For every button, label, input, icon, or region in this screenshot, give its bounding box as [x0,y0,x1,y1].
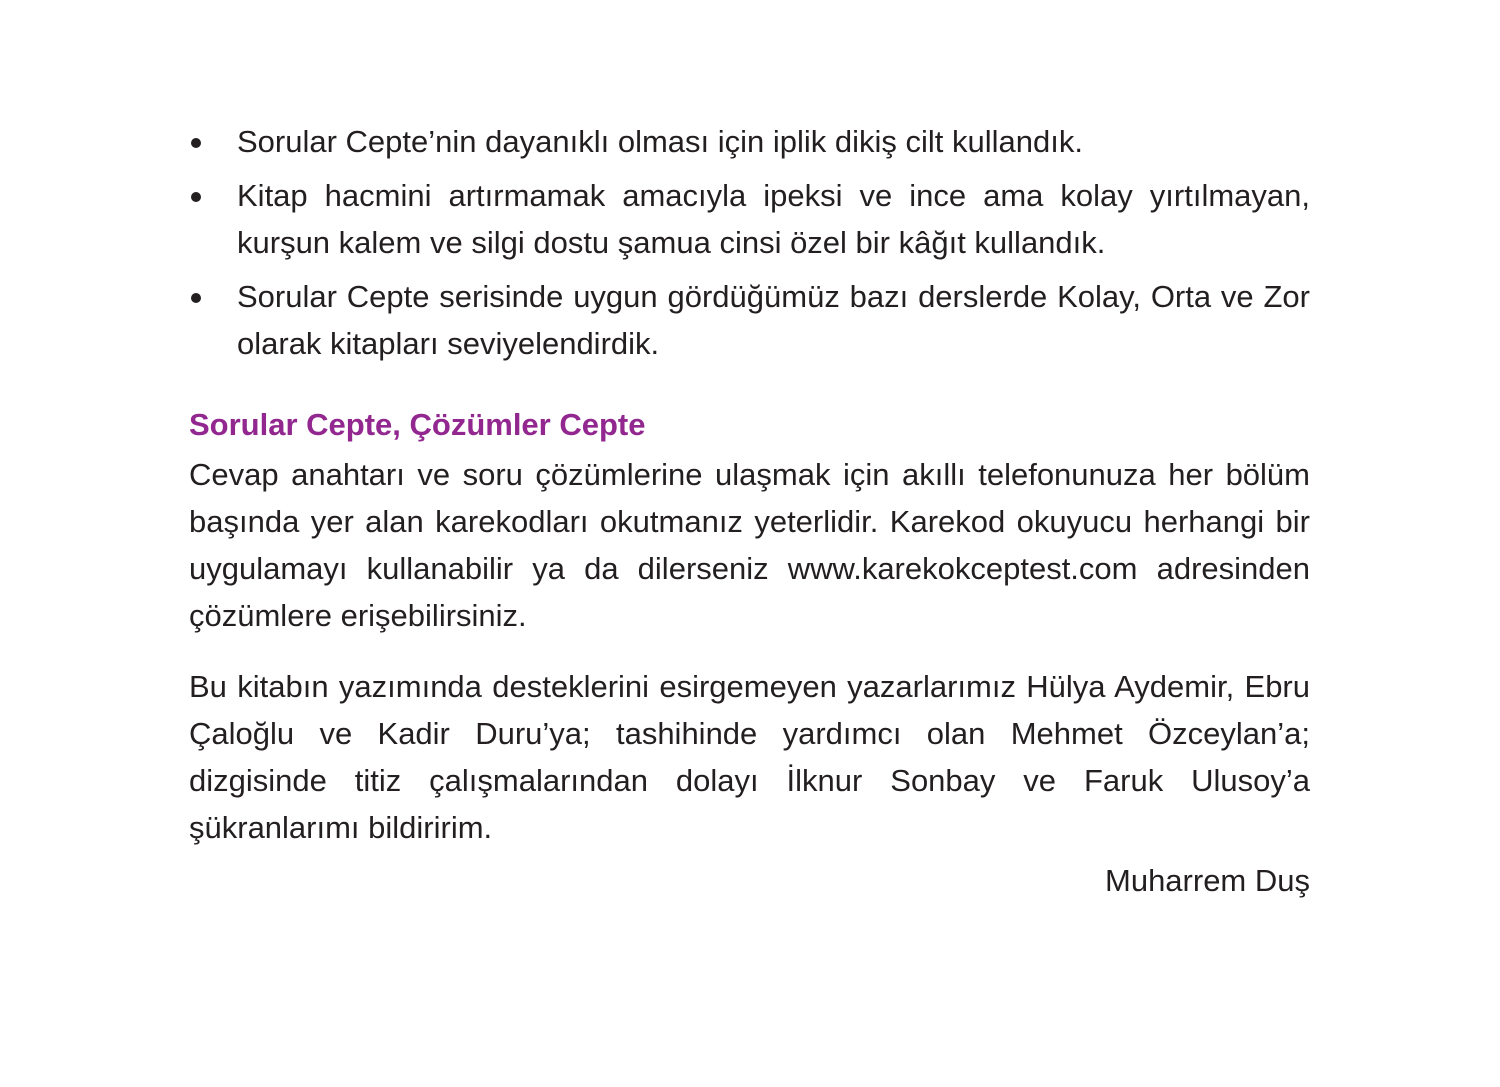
list-item-text: Sorular Cepte’nin dayanıklı olması için iplik dikiş cilt kullandık. [237,124,1083,159]
answers-paragraph: Cevap anahtarı ve soru çözümlerine ulaşmak için akıllı telefonunuza her bölüm başında yer alan karekodları okutmanız yeterlidir. Karekod okuyucu herhangi bir uygulamayı kullanabilir ya da dilerseniz www.karekokceptest.com adresinden çözümlere erişebilirsiniz. [189,457,1310,633]
feature-list [189,118,1310,367]
list-item-text: Sorular Cepte serisinde uygun gördüğümüz bazı derslerde Kolay, Orta ve Zor olarak kitapları seviyelendirdik. [237,279,1310,361]
list-item [189,273,1310,367]
section-heading: Sorular Cepte, Çözümler Cepte [189,407,646,442]
list-item-text: Kitap hacmini artırmamak amacıyla ipeksi ve ince ama kolay yırtılmayan, kurşun kalem ve silgi dostu şamua cinsi özel bir kâğıt kullandık. [237,178,1310,260]
bullet-icon [191,293,201,303]
bullet-icon [191,138,201,148]
author-signature: Muharrem Duş [1105,863,1310,898]
bullet-icon [191,192,201,202]
list-item [189,172,1310,266]
list-item [189,118,1310,165]
document-page [189,118,1310,904]
acknowledgements-paragraph: Bu kitabın yazımında desteklerini esirgemeyen yazarlarımız Hülya Aydemir, Ebru Çaloğlu ve Kadir Duru’ya; tashihinde yardımcı olan Mehmet Özceylan’a; dizgisinde titiz çalışmalarından dolayı İlknur Sonbay ve Faruk Ulusoy’a şükranlarımı bildiririm. [189,669,1310,845]
